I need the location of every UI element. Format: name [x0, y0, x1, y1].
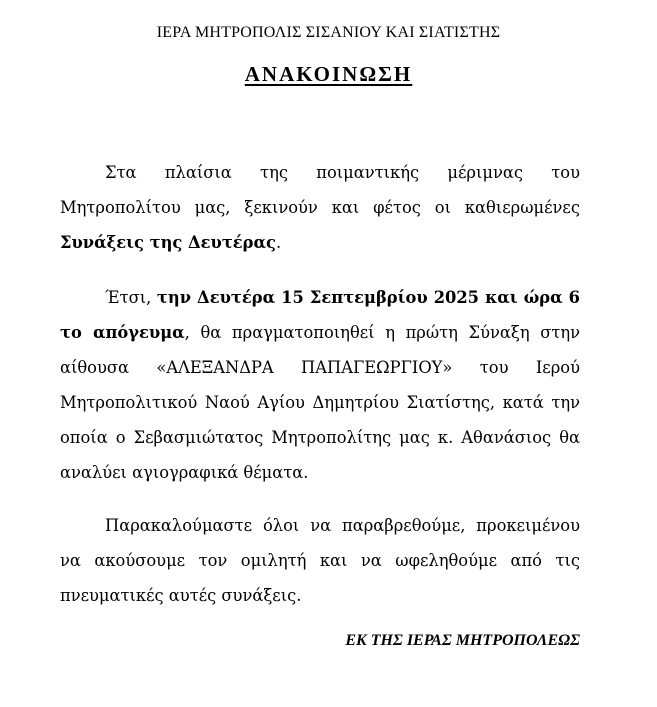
paragraph-invitation [60, 508, 580, 613]
paragraph-details [60, 280, 580, 490]
metropolis-header: ΙΕΡΑ ΜΗΤΡΟΠΟΛΙΣ ΣΙΣΑΝΙΟΥ ΚΑΙ ΣΙΑΤΙΣΤΗΣ [156, 24, 501, 41]
announcement-title [0, 62, 657, 87]
paragraph-details-rest: , θα πραγματοποιηθεί η πρώτη Σύναξη στην αίθουσα «ΑΛΕΞΑΝΔΡΑ ΠΑΠΑΓΕΩΡΓΙΟΥ» του Ιερού Μητροπολιτικού Ναού Αγίου Δημητρίου Σιατίστης, κατά την οποία ο Σεβασμιώτατος Μητροπολίτης μας κ. Αθανάσιος θα αναλύει αγιογραφικά θέματα. [60, 323, 580, 482]
announcement-title-text: ΑΝΑΚΟΙΝΩΣΗ [244, 62, 413, 86]
paragraph-intro-end: . [275, 233, 282, 252]
paragraph-intro-bold: Συνάξεις της Δευτέρας [60, 233, 276, 252]
paragraph-details-start: Έτσι, [105, 288, 157, 307]
paragraph-invitation-text: Παρακαλούμαστε όλοι να παραβρεθούμε, προκειμένου να ακούσουμε τον ομιλητή και να ωφεληθούμε από τις πνευματικές αυτές συνάξεις. [60, 516, 580, 605]
signature: ΕΚ ΤΗΣ ΙΕΡΑΣ ΜΗΤΡΟΠΟΛΕΩΣ [345, 632, 580, 649]
paragraph-intro [60, 155, 580, 260]
paragraph-intro-text: Στα πλαίσια της ποιμαντικής μέριμνας του Μητροπολίτου μας, ξεκινούν και φέτος οι καθιερωμένες [60, 163, 580, 217]
paragraph-details-date-bold: την Δευτέρα 15 Σεπτεμβρίου 2025 και ώρα 6 το απόγευμα [60, 288, 580, 342]
